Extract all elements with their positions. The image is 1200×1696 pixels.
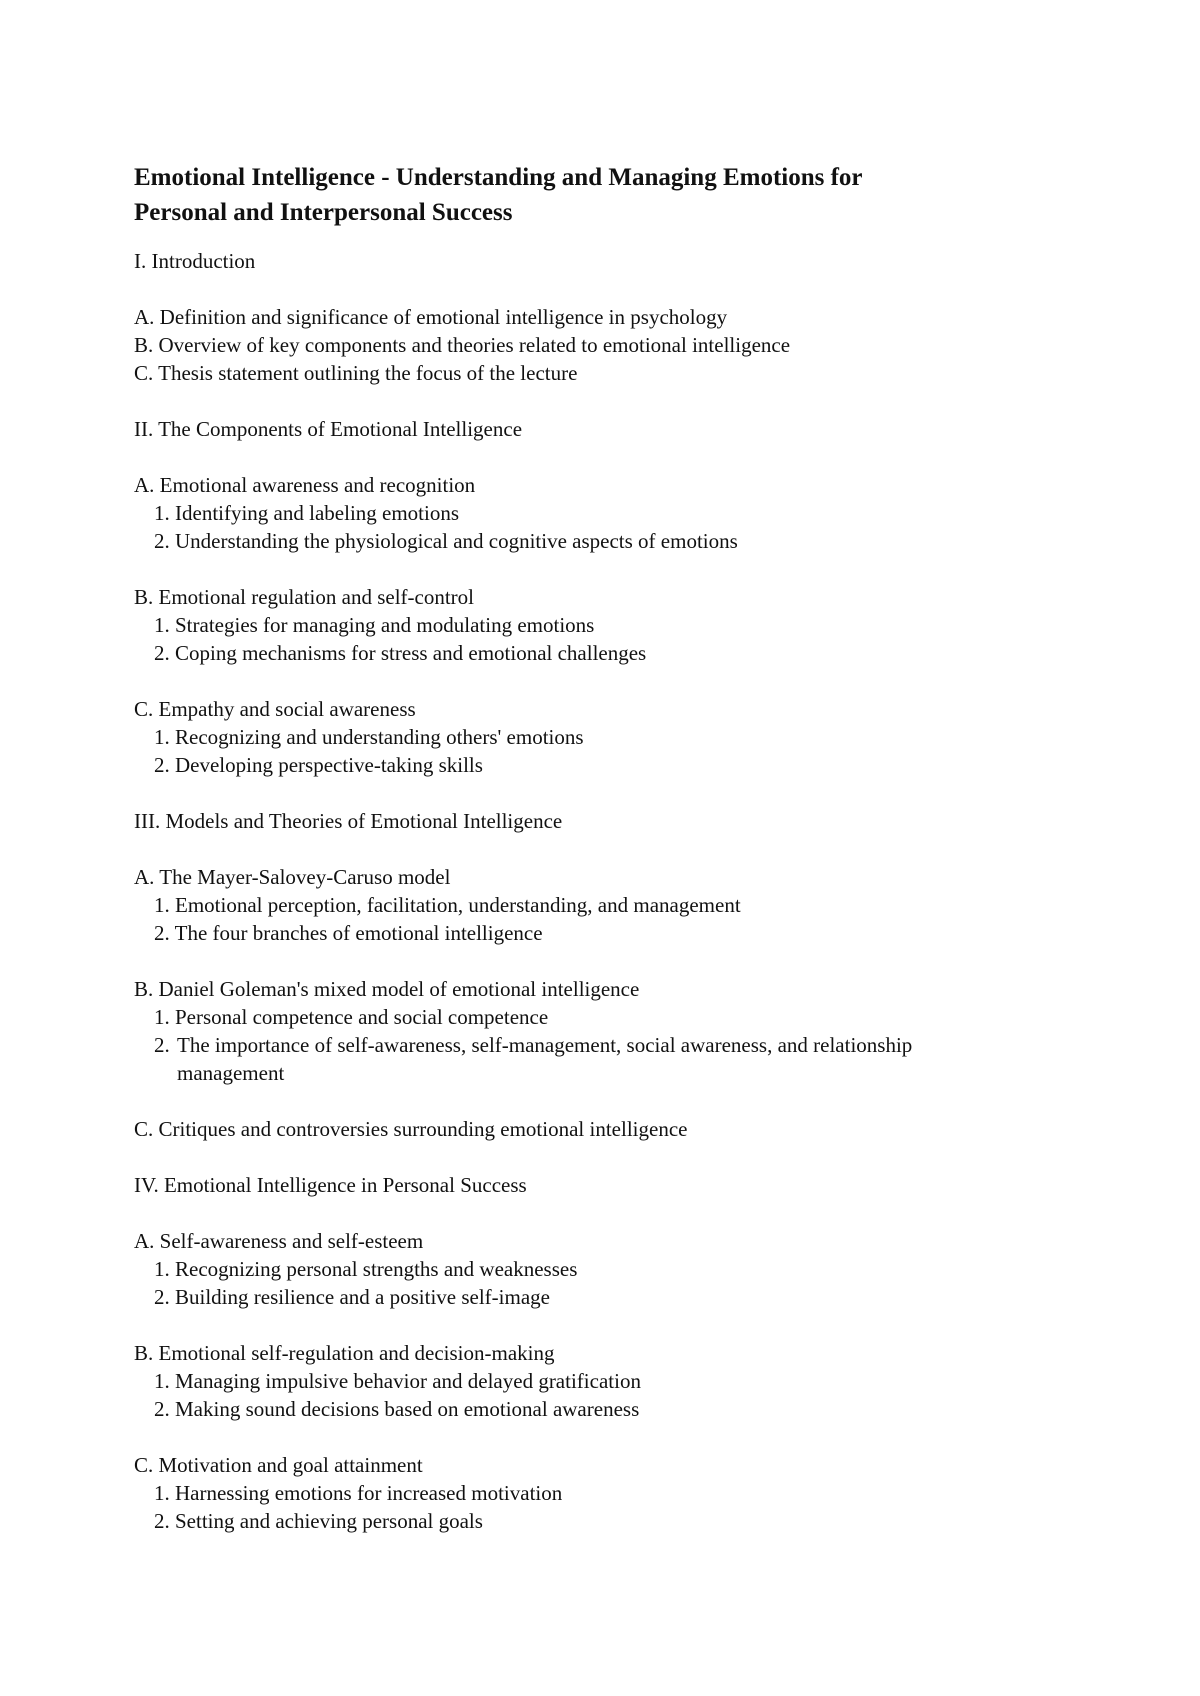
section-models-theories [134, 807, 1080, 1171]
outline-subitem: 2. Building resilience and a positive self-image [154, 1285, 550, 1309]
outline-subitem: 2. Understanding the physiological and cognitive aspects of emotions [154, 529, 738, 553]
outline-subitem: 1. Managing impulsive behavior and delayed gratification [154, 1369, 641, 1393]
section-heading: II. The Components of Emotional Intelligence [134, 417, 523, 441]
section-heading: I. Introduction [134, 249, 256, 273]
outline-item: B. Emotional regulation and self-control [134, 585, 474, 609]
title-line-1: Emotional Intelligence - Understanding and Managing Emotions for [134, 164, 863, 191]
title-line-2: Personal and Interpersonal Success [134, 199, 513, 226]
section-components [134, 415, 1080, 807]
outline-item: A. Definition and significance of emotional intelligence in psychology [134, 305, 728, 329]
section-introduction [134, 247, 1080, 415]
outline-subitem-wrapped [134, 1031, 1080, 1087]
outline-subitem: 1. Harnessing emotions for increased motivation [154, 1481, 563, 1505]
outline-item: A. Emotional awareness and recognition [134, 473, 476, 497]
outline-subitem: 1. Strategies for managing and modulating emotions [154, 613, 595, 637]
outline-subitem: 1. Identifying and labeling emotions [154, 501, 460, 525]
section-heading: III. Models and Theories of Emotional Intelligence [134, 809, 563, 833]
document-title [134, 160, 1080, 230]
outline-subitem: 2. The four branches of emotional intelligence [154, 921, 543, 945]
outline-item: C. Critiques and controversies surrounding emotional intelligence [134, 1117, 688, 1141]
section-personal-success [134, 1171, 1080, 1535]
outline-subitem: 1. Emotional perception, facilitation, understanding, and management [154, 893, 741, 917]
outline-item: A. The Mayer-Salovey-Caruso model [134, 865, 451, 889]
outline-item: B. Overview of key components and theories related to emotional intelligence [134, 333, 791, 357]
outline-subitem: 2. Coping mechanisms for stress and emotional challenges [154, 641, 647, 665]
outline-item: C. Empathy and social awareness [134, 697, 416, 721]
subitem-number: 2. [154, 1033, 170, 1057]
outline-subitem: 1. Recognizing personal strengths and weaknesses [154, 1257, 578, 1281]
outline-subitem: 2. Making sound decisions based on emotional awareness [154, 1397, 640, 1421]
outline-item: A. Self-awareness and self-esteem [134, 1229, 424, 1253]
outline-subitem: 2. Setting and achieving personal goals [154, 1509, 483, 1533]
outline-item: B. Emotional self-regulation and decision-making [134, 1341, 555, 1365]
subitem-text-line-2: management [177, 1061, 285, 1085]
subitem-text-line-1: The importance of self-awareness, self-management, social awareness, and relationship [177, 1033, 913, 1057]
outline-item: C. Thesis statement outlining the focus of the lecture [134, 361, 578, 385]
section-heading: IV. Emotional Intelligence in Personal Success [134, 1173, 527, 1197]
outline-item: C. Motivation and goal attainment [134, 1453, 423, 1477]
outline-subitem: 1. Personal competence and social competence [154, 1005, 549, 1029]
outline-subitem: 2. Developing perspective-taking skills [154, 753, 483, 777]
outline-subitem: 1. Recognizing and understanding others' emotions [154, 725, 584, 749]
outline-item: B. Daniel Goleman's mixed model of emotional intelligence [134, 977, 640, 1001]
